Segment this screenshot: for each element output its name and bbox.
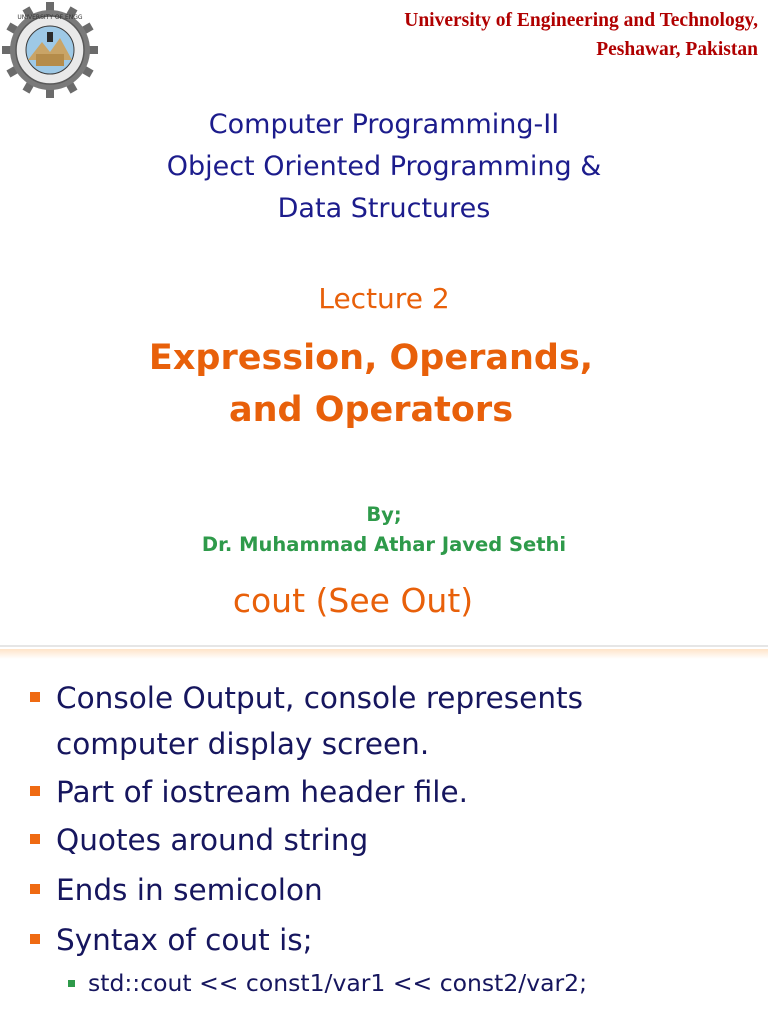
lecture-number: Lecture 2 (318, 282, 450, 315)
course-line-2: Object Oriented Programming & (166, 151, 602, 182)
bullet-marker-icon (30, 692, 40, 702)
course-line-3: Data Structures (277, 193, 491, 224)
by-label: By; (366, 503, 402, 526)
course-title (0, 104, 768, 230)
university-line-2: Peshawar, Pakistan (596, 39, 758, 60)
course-line-1: Computer Programming-II (208, 109, 560, 140)
topic-line-2: and Operators (228, 390, 514, 430)
topic-line-1: Expression, Operands, (148, 338, 594, 378)
sub-bullet-item: std::cout << const1/var1 << const2/var2; (88, 969, 588, 997)
bullet-item: Quotes around string (56, 823, 369, 857)
bullet-text-line-1: Console Output, console represents (56, 681, 583, 715)
bullet-text-line-2: computer display screen. (56, 727, 430, 761)
university-crest-icon (2, 2, 98, 98)
bullet-item: Part of iostream header file. (56, 775, 469, 809)
bullet-marker-icon (30, 834, 40, 844)
bullet-marker-icon (30, 884, 40, 894)
sub-bullet-marker-icon (68, 980, 75, 987)
lecture-topic (0, 332, 742, 436)
bullet-item: Ends in semicolon (56, 873, 323, 907)
author-block (0, 500, 768, 560)
bullet-marker-icon (30, 934, 40, 944)
bullet-item: Syntax of cout is; (56, 923, 313, 957)
svg-text:UNIVERSITY OF ENGG: UNIVERSITY OF ENGG (17, 14, 83, 21)
university-name (404, 6, 758, 64)
content-slide-title: cout (See Out) (232, 581, 474, 620)
author-name: Dr. Muhammad Athar Javed Sethi (201, 533, 567, 556)
bullet-item (56, 675, 756, 767)
bullet-marker-icon (30, 786, 40, 796)
university-line-1: University of Engineering and Technology, (404, 10, 758, 31)
